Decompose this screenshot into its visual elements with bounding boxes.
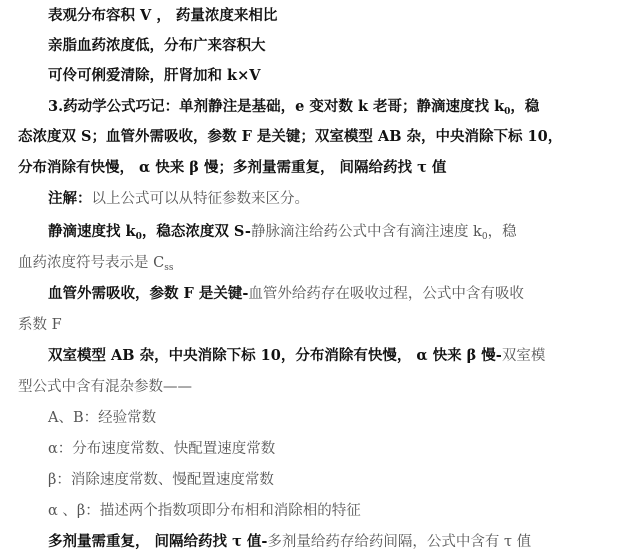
- line-8-light-b: ，稳: [487, 224, 517, 240]
- line-18-bold: 多剂量需重复， 间隔给药找 τ 值-: [48, 533, 268, 550]
- line-8-light-a: 静脉滴注给药公式中含有滴注速度 k: [250, 224, 482, 240]
- line-9-light: 血药浓度符号表示是 C: [18, 255, 165, 271]
- line-16-light: β：消除速度常数、慢配置速度常数: [48, 472, 274, 488]
- line-8-light-sub: 0: [481, 232, 488, 242]
- text-line-13: [18, 377, 192, 397]
- text-line-4: [48, 97, 539, 122]
- line-11-light: 系数 F: [18, 317, 62, 333]
- line-7-bold: 注解：: [48, 190, 92, 207]
- text-line-9: [18, 253, 173, 278]
- text-line-5: [18, 127, 562, 147]
- text-line-10: [48, 284, 524, 304]
- line-1-bold: 表观分布容积 V ， 药量浓度来相比: [48, 7, 278, 24]
- line-7-light: 以上公式可以从特征参数来区分。: [91, 191, 309, 207]
- line-3-bold: 可伶可俐爱清除，肝肾加和 k×V: [48, 67, 261, 84]
- text-line-2: [48, 36, 266, 56]
- text-line-15: [48, 439, 275, 459]
- line-8-bold-a: 静滴速度找 k: [48, 223, 136, 240]
- line-18-light: 多剂量给药存给药间隔，公式中含有 τ 值: [267, 534, 532, 550]
- text-line-6: [18, 158, 446, 178]
- line-4-bold-a: 3.药动学公式巧记：单剂静注是基础，e 变对数 k 老哥；静滴速度找 k: [48, 98, 505, 115]
- line-6-bold: 分布消除有快慢， α 快来 β 慢；多剂量需重复， 间隔给药找 τ 值: [18, 159, 447, 176]
- line-4-subscript: 0: [504, 107, 511, 117]
- text-line-1: [48, 6, 277, 26]
- text-line-7: [48, 189, 309, 209]
- line-10-bold: 血管外需吸收，参数 F 是关键-: [48, 285, 249, 302]
- line-13-light: 型公式中含有混杂参数——: [18, 379, 192, 395]
- line-12-bold: 双室模型 AB 杂，中央消除下标 10，分布消除有快慢， α 快来 β 慢-: [48, 347, 502, 364]
- line-8-bold-b: ，稳态浓度双 S-: [141, 223, 251, 240]
- line-12-light: 双室模: [501, 348, 546, 364]
- text-line-3: [48, 66, 261, 86]
- line-10-light: 血管外给药存在吸收过程，公式中含有吸收: [248, 286, 524, 302]
- line-8-bold-sub: 0: [135, 232, 142, 242]
- line-9-light-sub: ss: [164, 263, 174, 273]
- line-2-bold: 亲脂血药浓度低，分布广来容积大: [48, 37, 266, 54]
- text-line-16: [48, 470, 274, 490]
- text-line-17: [48, 501, 361, 521]
- text-line-8: [48, 222, 517, 247]
- line-17-light: α 、β：描述两个指数项即分布相和消除相的特征: [48, 503, 361, 519]
- line-5-bold: 态浓度双 S；血管外需吸收，参数 F 是关键；双室模型 AB 杂，中央消除下标 10，: [18, 128, 563, 145]
- text-line-12: [48, 346, 545, 366]
- text-line-11: [18, 315, 62, 335]
- text-line-18: [48, 532, 531, 552]
- text-line-14: [48, 408, 156, 428]
- line-14-light: A、B：经验常数: [48, 410, 157, 426]
- line-4-bold-b: ，稳: [510, 98, 540, 115]
- line-15-light: α：分布速度常数、快配置速度常数: [48, 441, 276, 457]
